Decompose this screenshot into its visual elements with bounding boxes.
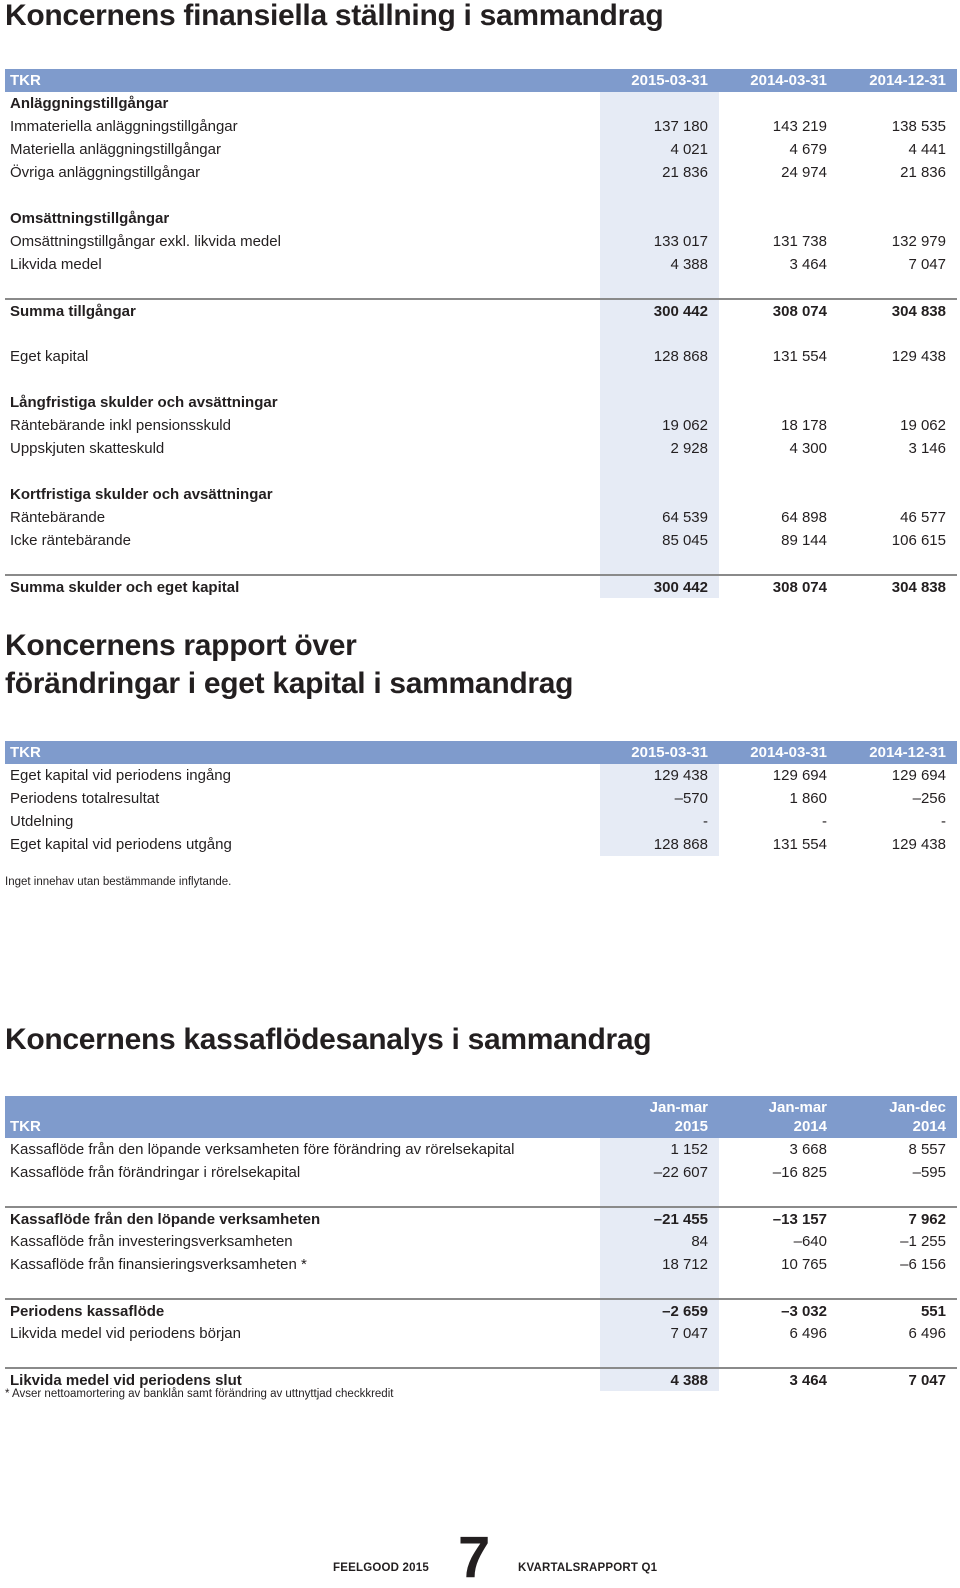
value-col-3: 129 694: [891, 767, 946, 784]
value-col-1: 2 928: [600, 437, 719, 460]
value-col-3: 21 836: [900, 164, 946, 181]
value-col-2: 143 219: [772, 118, 827, 135]
table-row: [5, 437, 957, 460]
value-col-1: 133 017: [600, 230, 719, 253]
table-row: [5, 138, 957, 161]
table-row: [5, 414, 957, 437]
value-col-3: 6 496: [908, 1325, 946, 1342]
spacer-cell: [838, 552, 957, 575]
value-col-3: 551: [838, 1299, 957, 1322]
spacer-cell: [5, 322, 600, 345]
value-col-2: [719, 391, 838, 414]
value-col-3: 129 438: [891, 836, 946, 853]
table-row: [5, 529, 957, 552]
header-col-2-year: 2014: [793, 1118, 827, 1135]
section-heading-row: [5, 391, 957, 414]
row-label: Räntebärande: [10, 509, 106, 526]
table-row: [5, 833, 957, 856]
row-label: Summa tillgångar: [5, 299, 600, 322]
value-col-2: 3 464: [719, 1368, 838, 1391]
row-label: Summa skulder och eget kapital: [5, 575, 600, 598]
value-col-1: 18 712: [600, 1253, 719, 1276]
header-col-2: 2014-03-31: [750, 744, 827, 761]
value-col-2: –13 157: [719, 1207, 838, 1230]
spacer-cell: [600, 460, 719, 483]
value-col-3: –595: [912, 1164, 946, 1181]
value-col-3: [838, 207, 957, 230]
value-col-2: 3 668: [789, 1141, 827, 1158]
header-col-2: [719, 1096, 838, 1138]
spacer-cell: [838, 276, 957, 299]
total-row: [5, 1299, 957, 1322]
table-row: [5, 1161, 957, 1184]
row-label: Räntebärande inkl pensionsskuld: [10, 417, 231, 434]
row-label: Periodens totalresultat: [10, 790, 160, 807]
value-col-2: 308 074: [719, 575, 838, 598]
table-row: [5, 345, 957, 368]
value-col-2: 4 679: [789, 141, 827, 158]
spacer-cell: [719, 1184, 838, 1207]
value-col-1: –21 455: [600, 1207, 719, 1230]
value-col-3: 7 962: [838, 1207, 957, 1230]
value-col-2: –640: [793, 1233, 827, 1250]
spacer-cell: [5, 1276, 600, 1299]
header-col-1: [600, 1096, 719, 1138]
row-separator: [5, 1345, 957, 1368]
equity-title-line-1: Koncernens rapport över: [5, 629, 357, 662]
value-col-1: 137 180: [600, 115, 719, 138]
spacer-cell: [719, 552, 838, 575]
value-col-1: 128 868: [600, 345, 719, 368]
row-label: Omsättningstillgångar: [10, 210, 170, 227]
value-col-1: –570: [600, 787, 719, 810]
header-col-3: 2014-12-31: [869, 744, 946, 761]
page-number: 7: [458, 1525, 491, 1588]
spacer-cell: [600, 552, 719, 575]
cashflow-table: [5, 1096, 957, 1391]
spacer-cell: [5, 1184, 600, 1207]
header-tkr: TKR: [10, 744, 41, 761]
row-spacer: [5, 460, 957, 483]
value-col-2: 24 974: [781, 164, 827, 181]
row-spacer: [5, 368, 957, 391]
row-label: Kassaflöde från förändringar i rörelsekapital: [10, 1164, 301, 1181]
table-row: [5, 506, 957, 529]
row-spacer: [5, 322, 957, 345]
value-col-1: -: [600, 810, 719, 833]
table-row: [5, 1230, 957, 1253]
value-col-1: 128 868: [600, 833, 719, 856]
spacer-cell: [600, 322, 719, 345]
value-col-2: -: [822, 813, 827, 830]
header-col-3-year: 2014: [912, 1118, 946, 1135]
value-col-3: 129 438: [891, 348, 946, 365]
table-row: [5, 1253, 957, 1276]
value-col-1: [600, 483, 719, 506]
header-col-3: [838, 1096, 957, 1138]
value-col-2: –3 032: [719, 1299, 838, 1322]
row-spacer: [5, 184, 957, 207]
spacer-cell: [838, 1276, 957, 1299]
cashflow-header-row: [5, 1096, 957, 1138]
table-row: [5, 253, 957, 276]
value-col-1: 19 062: [600, 414, 719, 437]
value-col-2: 89 144: [781, 532, 827, 549]
value-col-3: 7 047: [838, 1368, 957, 1391]
spacer-cell: [719, 184, 838, 207]
value-col-1: 129 438: [600, 764, 719, 787]
header-col-2-period: Jan-mar: [768, 1099, 827, 1116]
row-separator: [5, 552, 957, 575]
value-col-3: 8 557: [908, 1141, 946, 1158]
value-col-3: 304 838: [838, 299, 957, 322]
footer-report-name: KVARTALSRAPPORT Q1: [518, 1562, 658, 1574]
spacer-cell: [5, 1345, 600, 1368]
value-col-2: 64 898: [781, 509, 827, 526]
value-col-2: [719, 207, 838, 230]
row-label: Uppskjuten skatteskuld: [10, 440, 165, 457]
header-col-2: 2014-03-31: [750, 72, 827, 89]
value-col-2: 1 860: [789, 790, 827, 807]
row-label: Materiella anläggningstillgångar: [10, 141, 221, 158]
value-col-3: –1 255: [900, 1233, 946, 1250]
value-col-2: [719, 483, 838, 506]
spacer-cell: [719, 322, 838, 345]
value-col-2: –16 825: [772, 1164, 827, 1181]
table-row: [5, 764, 957, 787]
value-col-1: 7 047: [600, 1322, 719, 1345]
value-col-3: 3 146: [908, 440, 946, 457]
row-label: Omsättningstillgångar exkl. likvida medel: [10, 233, 281, 250]
value-col-1: 1 152: [600, 1138, 719, 1161]
value-col-3: 46 577: [900, 509, 946, 526]
value-col-3: [838, 391, 957, 414]
spacer-cell: [838, 1345, 957, 1368]
header-col-3: 2014-12-31: [869, 72, 946, 89]
value-col-3: 132 979: [891, 233, 946, 250]
value-col-3: 19 062: [900, 417, 946, 434]
spacer-cell: [600, 1345, 719, 1368]
row-label: Kortfristiga skulder och avsättningar: [10, 486, 273, 503]
value-col-1: 21 836: [600, 161, 719, 184]
value-col-3: [838, 92, 957, 115]
value-col-2: 4 300: [789, 440, 827, 457]
row-label: Långfristiga skulder och avsättningar: [10, 394, 278, 411]
header-col-1-year: 2015: [674, 1118, 708, 1135]
value-col-2: 131 554: [772, 836, 827, 853]
row-label: Anläggningstillgångar: [10, 95, 169, 112]
table-row: [5, 1322, 957, 1345]
spacer-cell: [838, 460, 957, 483]
spacer-cell: [719, 1345, 838, 1368]
value-col-3: 138 535: [891, 118, 946, 135]
header-col-1: 2015-03-31: [631, 744, 708, 761]
equity-header-row: [5, 741, 957, 764]
spacer-cell: [600, 184, 719, 207]
spacer-cell: [5, 368, 600, 391]
spacer-cell: [600, 1184, 719, 1207]
row-separator: [5, 1184, 957, 1207]
value-col-1: [600, 92, 719, 115]
section-heading-row: [5, 207, 957, 230]
value-col-2: 131 738: [772, 233, 827, 250]
value-col-1: 4 021: [600, 138, 719, 161]
total-row: [5, 1207, 957, 1230]
row-label: Periodens kassaflöde: [5, 1299, 600, 1322]
value-col-2: 131 554: [772, 348, 827, 365]
header-col-1: 2015-03-31: [631, 72, 708, 89]
value-col-3: 7 047: [908, 256, 946, 273]
value-col-1: 300 442: [600, 575, 719, 598]
equity-table: [5, 741, 957, 856]
spacer-cell: [5, 552, 600, 575]
value-col-2: [719, 92, 838, 115]
equity-note: Inget innehav utan bestämmande inflytande.: [5, 876, 232, 888]
value-col-2: 129 694: [772, 767, 827, 784]
spacer-cell: [600, 276, 719, 299]
row-label: Kassaflöde från den löpande verksamheten: [5, 1207, 600, 1230]
value-col-3: -: [941, 813, 946, 830]
row-label: Eget kapital vid periodens utgång: [10, 836, 232, 853]
row-label: Eget kapital: [10, 348, 89, 365]
table-row: [5, 115, 957, 138]
row-label: Utdelning: [10, 813, 74, 830]
value-col-1: –22 607: [600, 1161, 719, 1184]
footer-company: FEELGOOD 2015: [333, 1562, 429, 1574]
spacer-cell: [5, 460, 600, 483]
table-row: [5, 810, 957, 833]
row-separator: [5, 1276, 957, 1299]
value-col-3: –256: [912, 790, 946, 807]
total-row: [5, 299, 957, 322]
value-col-3: 304 838: [838, 575, 957, 598]
row-label: Immateriella anläggningstillgångar: [10, 118, 238, 135]
spacer-cell: [719, 1276, 838, 1299]
value-col-2: 308 074: [719, 299, 838, 322]
spacer-cell: [5, 184, 600, 207]
header-col-1-period: Jan-mar: [649, 1099, 708, 1116]
header-tkr: TKR: [10, 72, 41, 89]
equity-title-line-2: förändringar i eget kapital i sammandrag: [5, 667, 574, 700]
spacer-cell: [719, 368, 838, 391]
header-tkr: TKR: [10, 1118, 41, 1135]
row-label: Kassaflöde från den löpande verksamheten före förändring av rörelsekapital: [10, 1141, 515, 1158]
balance-header-row: [5, 69, 957, 92]
value-col-3: –6 156: [900, 1256, 946, 1273]
value-col-1: [600, 391, 719, 414]
cashflow-title: Koncernens kassaflödesanalys i sammandrag: [5, 1023, 652, 1056]
value-col-1: 300 442: [600, 299, 719, 322]
row-label: Eget kapital vid periodens ingång: [10, 767, 231, 784]
spacer-cell: [600, 368, 719, 391]
value-col-2: 3 464: [789, 256, 827, 273]
row-label: Likvida medel vid periodens slut: [5, 1368, 600, 1391]
row-separator: [5, 276, 957, 299]
table-row: [5, 787, 957, 810]
table-row: [5, 230, 957, 253]
value-col-1: 64 539: [600, 506, 719, 529]
value-col-1: [600, 207, 719, 230]
spacer-cell: [5, 276, 600, 299]
spacer-cell: [838, 1184, 957, 1207]
value-col-2: 18 178: [781, 417, 827, 434]
balance-table: [5, 69, 957, 598]
value-col-1: 4 388: [600, 253, 719, 276]
row-label: Likvida medel vid periodens början: [10, 1325, 241, 1342]
table-row: [5, 161, 957, 184]
spacer-cell: [838, 368, 957, 391]
row-label: Likvida medel: [10, 256, 102, 273]
value-col-3: 106 615: [891, 532, 946, 549]
section-heading-row: [5, 483, 957, 506]
section-heading-row: [5, 92, 957, 115]
value-col-2: 6 496: [789, 1325, 827, 1342]
header-col-3-period: Jan-dec: [889, 1099, 946, 1116]
cashflow-note: * Avser nettoamortering av banklån samt förändring av uttnyttjad checkkredit: [5, 1388, 394, 1400]
total-row: [5, 575, 957, 598]
balance-title: Koncernens finansiella ställning i sammandrag: [5, 0, 664, 32]
row-label: Övriga anläggningstillgångar: [10, 164, 201, 181]
value-col-1: 84: [600, 1230, 719, 1253]
table-row: [5, 1138, 957, 1161]
value-col-3: 4 441: [908, 141, 946, 158]
spacer-cell: [600, 1276, 719, 1299]
spacer-cell: [719, 460, 838, 483]
value-col-1: –2 659: [600, 1299, 719, 1322]
row-label: Kassaflöde från investeringsverksamheten: [10, 1233, 293, 1250]
value-col-1: 85 045: [600, 529, 719, 552]
spacer-cell: [838, 322, 957, 345]
row-label: Kassaflöde från finansieringsverksamheten *: [10, 1256, 307, 1273]
value-col-3: [838, 483, 957, 506]
value-col-2: 10 765: [781, 1256, 827, 1273]
row-label: Icke räntebärande: [10, 532, 131, 549]
spacer-cell: [838, 184, 957, 207]
spacer-cell: [719, 276, 838, 299]
value-col-1: 4 388: [600, 1368, 719, 1391]
